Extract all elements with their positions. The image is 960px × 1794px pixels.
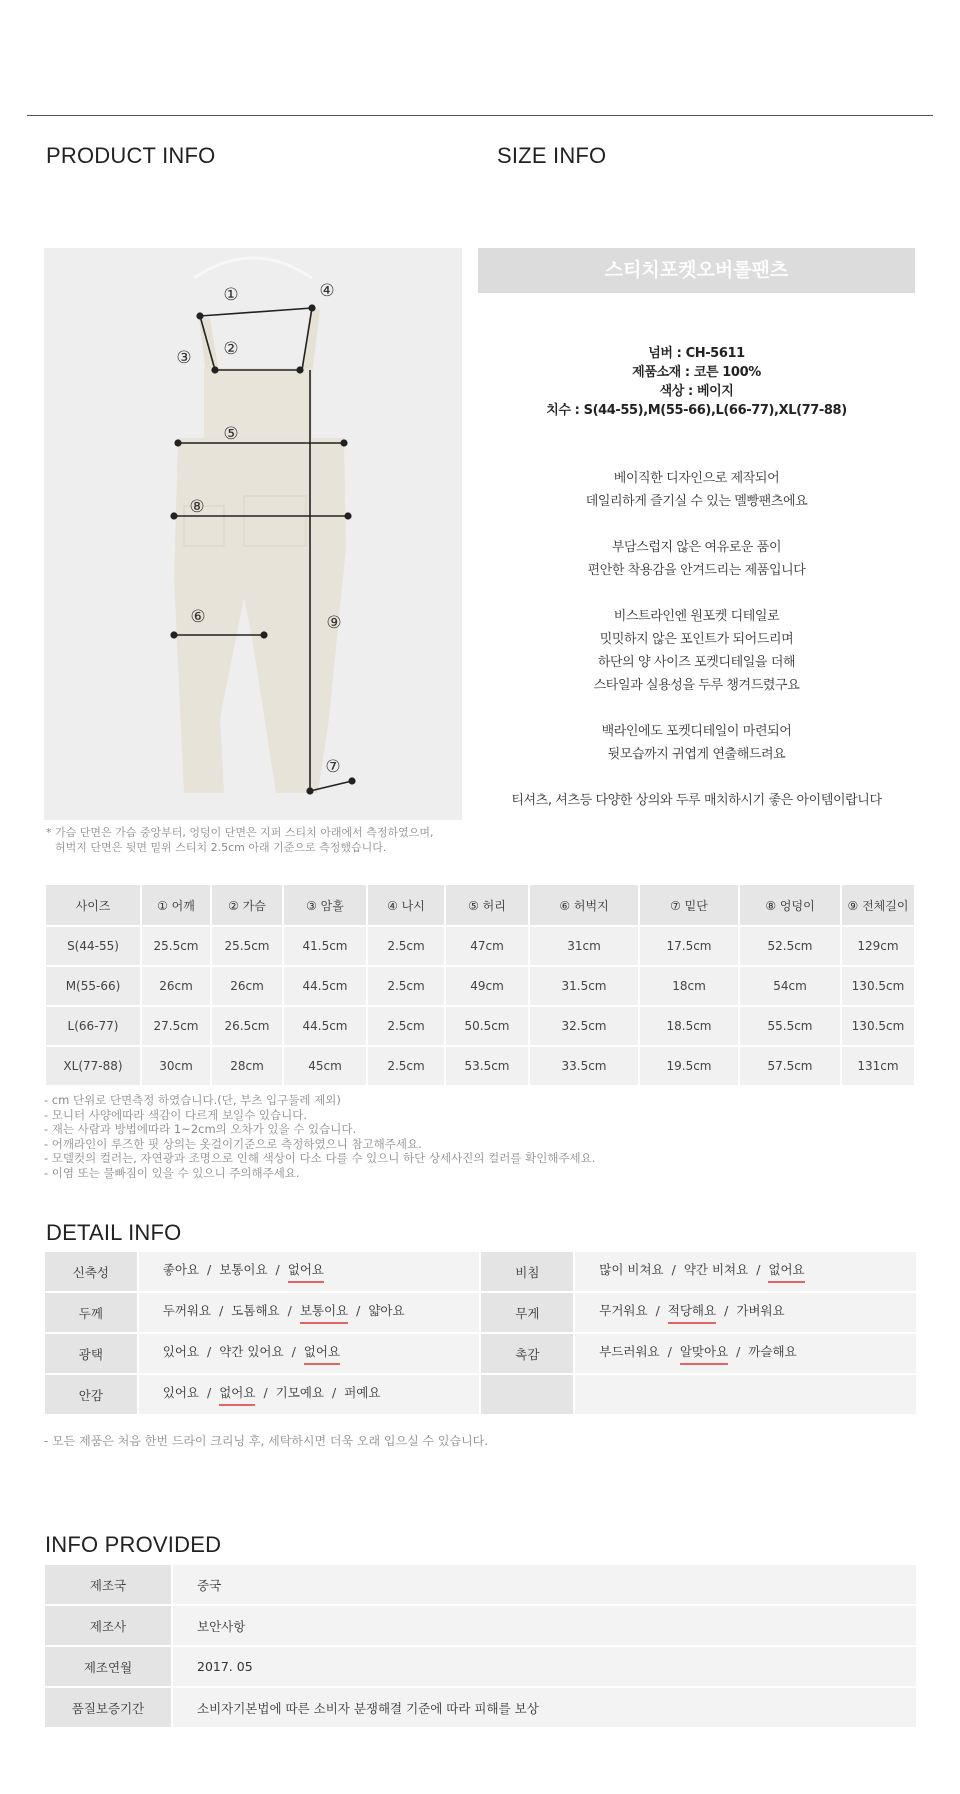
detail-option-selected: 없어요 <box>288 1260 324 1283</box>
col-header: ③ 암홀 <box>284 885 368 927</box>
col-header: ⑧ 엉덩이 <box>740 885 842 927</box>
detail-option: 무거워요 <box>599 1303 648 1318</box>
measure-cell: 27.5cm <box>142 1007 212 1047</box>
detail-options <box>139 1293 482 1334</box>
table-row <box>45 1647 916 1688</box>
photo-note: * 가슴 단면은 가슴 중앙부터, 엉덩이 단면은 지퍼 스티치 아래에서 측정하였으며, 허벅지 단면은 뒷면 밑위 스티치 2.5cm 아래 기준으로 측정했습니다. <box>46 826 434 854</box>
option-separator: / <box>287 1303 292 1318</box>
measure-cell: 55.5cm <box>740 1007 842 1047</box>
measure-cell: 41.5cm <box>284 927 368 967</box>
note-line: - 이염 또는 물빠짐이 있을 수 있으니 주의해주세요. <box>44 1165 300 1180</box>
detail-options <box>575 1375 916 1416</box>
measure-cell: 26cm <box>212 967 284 1007</box>
measure-cell: 2.5cm <box>368 927 446 967</box>
detail-options <box>139 1334 482 1375</box>
product-photo <box>44 248 462 820</box>
table-row <box>46 1007 916 1047</box>
measure-cell: 25.5cm <box>142 927 212 967</box>
option-separator: / <box>724 1303 729 1318</box>
detail-info-heading: DETAIL INFO <box>46 1220 182 1245</box>
detail-option: 가벼워요 <box>736 1303 785 1318</box>
table-row <box>45 1688 916 1729</box>
measure-cell: 50.5cm <box>446 1007 530 1047</box>
detail-option: 기모예요 <box>275 1385 324 1400</box>
size-cell: M(55-66) <box>46 967 142 1007</box>
detail-option-selected: 없어요 <box>219 1383 255 1406</box>
size-cell: S(44-55) <box>46 927 142 967</box>
option-separator: / <box>275 1262 280 1277</box>
info-label: 제조국 <box>45 1565 173 1606</box>
detail-option: 좋아요 <box>162 1262 199 1277</box>
measure-cell: 2.5cm <box>368 1007 446 1047</box>
table-row <box>46 1047 916 1087</box>
option-separator: / <box>671 1262 676 1277</box>
info-label: 제조사 <box>45 1606 173 1647</box>
measure-cell: 2.5cm <box>368 967 446 1007</box>
col-header: ⑨ 전체길이 <box>842 885 916 927</box>
note-line: - 어깨라인이 루즈한 핏 상의는 옷걸이기준으로 측정하였으니 참고해주세요. <box>44 1136 422 1151</box>
product-specs <box>478 344 915 420</box>
measure-cell: 47cm <box>446 927 530 967</box>
measure-cell: 26cm <box>142 967 212 1007</box>
spec-number: 넘버 : CH-5611 <box>648 346 745 361</box>
option-separator: / <box>756 1262 761 1277</box>
size-table <box>46 885 916 1087</box>
size-table-header <box>46 885 916 927</box>
option-separator: / <box>331 1385 337 1400</box>
measure-cell: 49cm <box>446 967 530 1007</box>
col-header: ④ 나시 <box>368 885 446 927</box>
marker-8: ⑧ <box>189 497 205 517</box>
measure-cell: 45cm <box>284 1047 368 1087</box>
care-note: - 모든 제품은 처음 한번 드라이 크리닝 후, 세탁하시면 더욱 오래 입으실 수 있습니다. <box>44 1434 489 1448</box>
measure-cell: 130.5cm <box>842 967 916 1007</box>
description-para-4: 백라인에도 포켓디테일이 마련되어 뒷모습까지 귀엽게 연출해드려요 <box>601 724 792 762</box>
measure-cell: 28cm <box>212 1047 284 1087</box>
measure-cell: 25.5cm <box>212 927 284 967</box>
measure-cell: 32.5cm <box>530 1007 640 1047</box>
measure-cell: 2.5cm <box>368 1047 446 1087</box>
measure-cell: 57.5cm <box>740 1047 842 1087</box>
col-header: 사이즈 <box>46 885 142 927</box>
measure-cell: 52.5cm <box>740 927 842 967</box>
marker-1: ① <box>223 285 239 305</box>
marker-2: ② <box>223 339 239 359</box>
marker-5: ⑤ <box>223 424 239 444</box>
table-row <box>45 1293 916 1334</box>
detail-label: 광택 <box>45 1334 139 1375</box>
description-para-5: 티셔츠, 셔츠등 다양한 상의와 두루 매치하시기 좋은 아이템이랍니다 <box>511 793 882 808</box>
table-row <box>45 1606 916 1647</box>
detail-options <box>575 1334 916 1375</box>
detail-label: 무게 <box>481 1293 575 1334</box>
size-info-heading: SIZE INFO <box>497 143 607 168</box>
option-separator: / <box>207 1262 212 1277</box>
marker-9: ⑨ <box>326 613 342 633</box>
note-line: - 재는 사람과 방법에따라 1~2cm의 오차가 있을 수 있습니다. <box>44 1122 357 1136</box>
top-divider <box>27 115 933 116</box>
table-row <box>46 967 916 1007</box>
measure-cell: 31cm <box>530 927 640 967</box>
size-cell: XL(77-88) <box>46 1047 142 1087</box>
option-separator: / <box>736 1344 741 1359</box>
measure-cell: 131cm <box>842 1047 916 1087</box>
info-value: 2017. 05 <box>173 1647 916 1688</box>
spec-color: 색상 : 베이지 <box>659 384 734 399</box>
detail-option: 두꺼워요 <box>162 1303 212 1318</box>
info-value: 소비자기본법에 따른 소비자 분쟁해결 기준에 따라 피해를 보상 <box>173 1688 916 1729</box>
option-separator: / <box>655 1303 660 1318</box>
note-line: - 모델컷의 컬러는, 자연광과 조명으로 인해 색상이 다소 다를 수 있으니 하단 상세사진의 컬러를 확인해주세요. <box>44 1151 596 1165</box>
measure-cell: 53.5cm <box>446 1047 530 1087</box>
detail-options <box>139 1252 482 1293</box>
description-para-1: 베이직한 디자인으로 제작되어 데일리하게 즐기실 수 있는 멜빵팬츠에요 <box>585 471 808 509</box>
col-header: ⑤ 허리 <box>446 885 530 927</box>
option-separator: / <box>667 1344 672 1359</box>
measure-cell: 44.5cm <box>284 967 368 1007</box>
detail-option: 부드러워요 <box>599 1344 660 1359</box>
option-separator: / <box>356 1303 361 1318</box>
spec-material: 제품소재 : 코튼 100% <box>632 365 761 380</box>
detail-label: 촉감 <box>481 1334 575 1375</box>
measure-cell: 18cm <box>640 967 740 1007</box>
measure-cell: 54cm <box>740 967 842 1007</box>
table-row <box>45 1375 916 1416</box>
product-info-heading: PRODUCT INFO <box>46 143 216 168</box>
table-row <box>46 927 916 967</box>
option-separator: / <box>291 1344 296 1359</box>
info-value: 보안사항 <box>173 1606 916 1647</box>
info-provided-table <box>45 1565 916 1729</box>
measure-cell: 19.5cm <box>640 1047 740 1087</box>
detail-option: 얇아요 <box>368 1303 405 1318</box>
marker-6: ⑥ <box>190 607 206 627</box>
detail-label: 신축성 <box>45 1252 139 1293</box>
measure-cell: 44.5cm <box>284 1007 368 1047</box>
detail-option-selected: 적당해요 <box>668 1301 716 1324</box>
measure-cell: 17.5cm <box>640 927 740 967</box>
description-para-3: 비스트라인엔 원포켓 디테일로 밋밋하지 않은 포인트가 되어드리며 하단의 양 사이즈 포켓디테일을 더해 스타일과 실용성을 두루 챙겨드렸구요 <box>593 609 800 693</box>
detail-option: 보통이요 <box>219 1262 268 1277</box>
info-label: 제조연월 <box>45 1647 173 1688</box>
measurement-notes <box>44 1093 924 1180</box>
spec-sizes: 치수 : S(44-55),M(55-66),L(66-77),XL(77-88) <box>546 403 847 418</box>
detail-label: 두께 <box>45 1293 139 1334</box>
detail-options <box>575 1293 916 1334</box>
detail-option: 있어요 <box>162 1385 199 1400</box>
detail-option: 도톰해요 <box>231 1303 280 1318</box>
detail-option: 퍼예요 <box>344 1385 381 1400</box>
detail-option-selected: 알맞아요 <box>680 1342 728 1365</box>
option-separator: / <box>263 1385 268 1400</box>
overall-diagram <box>44 248 462 820</box>
measure-cell: 18.5cm <box>640 1007 740 1047</box>
option-separator: / <box>207 1385 212 1400</box>
detail-option: 까슬해요 <box>748 1344 797 1359</box>
detail-label: 안감 <box>45 1375 139 1416</box>
table-row <box>45 1565 916 1606</box>
note-line: - 모니터 사양에따라 색감이 다르게 보일수 있습니다. <box>44 1107 308 1122</box>
col-header: ⑦ 밑단 <box>640 885 740 927</box>
measure-cell: 26.5cm <box>212 1007 284 1047</box>
marker-4: ④ <box>319 281 335 301</box>
measure-cell: 130.5cm <box>842 1007 916 1047</box>
note-line: - cm 단위로 단면측정 하였습니다.(단, 부츠 입구둘레 제외) <box>44 1093 341 1107</box>
description-para-2: 부담스럽지 않은 여유로운 품이 편안한 착용감을 안겨드리는 제품입니다 <box>587 540 806 578</box>
measure-cell: 33.5cm <box>530 1047 640 1087</box>
detail-option: 약간 비쳐요 <box>683 1262 749 1277</box>
info-label: 품질보증기간 <box>45 1688 173 1729</box>
detail-option-selected: 없어요 <box>768 1260 804 1283</box>
option-separator: / <box>207 1344 212 1359</box>
detail-options <box>575 1252 916 1293</box>
marker-3: ③ <box>176 348 192 368</box>
detail-option-selected: 보통이요 <box>300 1301 348 1324</box>
info-provided-heading: INFO PROVIDED <box>45 1532 222 1557</box>
detail-options <box>139 1375 482 1416</box>
measure-cell: 30cm <box>142 1047 212 1087</box>
detail-label <box>481 1375 575 1416</box>
detail-label: 비침 <box>481 1252 575 1293</box>
option-separator: / <box>219 1303 224 1318</box>
table-row <box>45 1334 916 1375</box>
measure-cell: 31.5cm <box>530 967 640 1007</box>
marker-7: ⑦ <box>325 757 341 777</box>
info-value: 중국 <box>173 1565 916 1606</box>
detail-option: 많이 비쳐요 <box>599 1262 664 1277</box>
col-header: ⑥ 허벅지 <box>530 885 640 927</box>
table-row <box>45 1252 916 1293</box>
detail-option: 약간 있어요 <box>219 1344 284 1359</box>
detail-option: 있어요 <box>162 1344 199 1359</box>
col-header: ② 가슴 <box>212 885 284 927</box>
measure-cell: 129cm <box>842 927 916 967</box>
detail-option-selected: 없어요 <box>304 1342 340 1365</box>
col-header: ① 어깨 <box>142 885 212 927</box>
detail-table <box>45 1252 916 1416</box>
product-name-bar: 스티치포켓오버롤팬츠 <box>478 248 915 293</box>
size-cell: L(66-77) <box>46 1007 142 1047</box>
